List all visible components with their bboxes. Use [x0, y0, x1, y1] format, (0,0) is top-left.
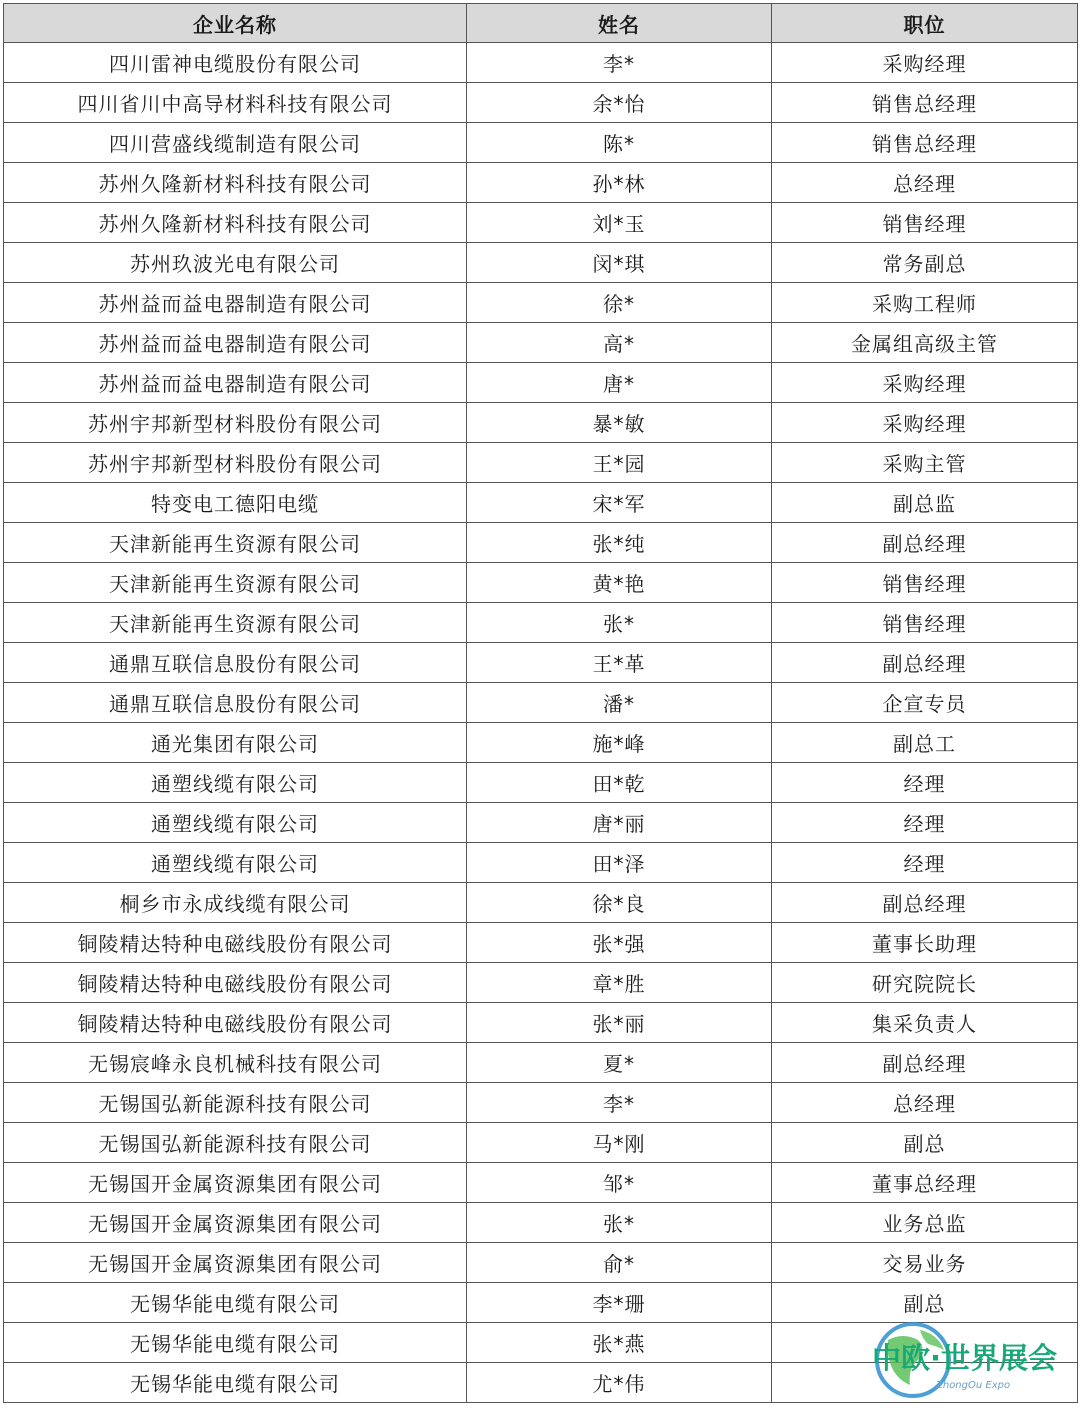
table-row — [4, 1003, 1078, 1043]
table-row — [4, 1083, 1078, 1123]
cell-position: 销售经理 — [772, 563, 1078, 603]
cell-name: 黄*艳 — [467, 563, 772, 603]
watermark-subtitle: ZhongOu Expo — [936, 1380, 1011, 1391]
cell-position: 采购主管 — [772, 443, 1078, 483]
cell-position: 金属组高级主管 — [772, 323, 1078, 363]
cell-company: 苏州久隆新材料科技有限公司 — [4, 203, 467, 243]
cell-company: 苏州宇邦新型材料股份有限公司 — [4, 403, 467, 443]
cell-position: 总经理 — [772, 163, 1078, 203]
cell-name: 孙*林 — [467, 163, 772, 203]
cell-position: 经理 — [772, 843, 1078, 883]
cell-name: 张*纯 — [467, 523, 772, 563]
table-row — [4, 1123, 1078, 1163]
cell-company: 天津新能再生资源有限公司 — [4, 563, 467, 603]
cell-name: 徐* — [467, 283, 772, 323]
cell-company: 苏州玖波光电有限公司 — [4, 243, 467, 283]
table-row — [4, 723, 1078, 763]
cell-name: 尤*伟 — [467, 1363, 772, 1403]
cell-position: 常务副总 — [772, 243, 1078, 283]
cell-position: 集采负责人 — [772, 1003, 1078, 1043]
cell-name: 田*乾 — [467, 763, 772, 803]
cell-company: 四川雷神电缆股份有限公司 — [4, 43, 467, 83]
table-row — [4, 643, 1078, 683]
cell-company: 铜陵精达特种电磁线股份有限公司 — [4, 923, 467, 963]
cell-position: 经理 — [772, 763, 1078, 803]
cell-name: 李* — [467, 1083, 772, 1123]
cell-position: 企宣专员 — [772, 683, 1078, 723]
zhongou-expo-watermark — [858, 1310, 1073, 1405]
cell-company: 通鼎互联信息股份有限公司 — [4, 683, 467, 723]
cell-position: 副总经理 — [772, 523, 1078, 563]
table-row — [4, 563, 1078, 603]
table-row — [4, 323, 1078, 363]
cell-position: 采购经理 — [772, 43, 1078, 83]
cell-name: 刘*玉 — [467, 203, 772, 243]
cell-company: 四川省川中高导材料科技有限公司 — [4, 83, 467, 123]
cell-company: 无锡国开金属资源集团有限公司 — [4, 1243, 467, 1283]
cell-company: 苏州益而益电器制造有限公司 — [4, 363, 467, 403]
cell-name: 张*强 — [467, 923, 772, 963]
cell-position: 销售经理 — [772, 603, 1078, 643]
cell-name: 张*燕 — [467, 1323, 772, 1363]
table-row — [4, 483, 1078, 523]
cell-company: 铜陵精达特种电磁线股份有限公司 — [4, 963, 467, 1003]
cell-name: 张* — [467, 603, 772, 643]
table-row — [4, 203, 1078, 243]
cell-company: 通塑线缆有限公司 — [4, 843, 467, 883]
cell-name: 暴*敏 — [467, 403, 772, 443]
header-company: 企业名称 — [4, 4, 467, 43]
table-row — [4, 83, 1078, 123]
table-row — [4, 883, 1078, 923]
cell-position: 董事总经理 — [772, 1163, 1078, 1203]
cell-name: 李*珊 — [467, 1283, 772, 1323]
cell-position: 采购经理 — [772, 403, 1078, 443]
table-row — [4, 523, 1078, 563]
cell-company: 苏州益而益电器制造有限公司 — [4, 283, 467, 323]
table-row — [4, 603, 1078, 643]
cell-company: 天津新能再生资源有限公司 — [4, 603, 467, 643]
cell-name: 施*峰 — [467, 723, 772, 763]
cell-name: 章*胜 — [467, 963, 772, 1003]
cell-name: 邹* — [467, 1163, 772, 1203]
cell-company: 无锡华能电缆有限公司 — [4, 1283, 467, 1323]
cell-position: 副总 — [772, 1283, 1078, 1323]
cell-position: 副总经理 — [772, 1043, 1078, 1083]
cell-position: 副总监 — [772, 483, 1078, 523]
cell-position: 销售总经理 — [772, 83, 1078, 123]
table-row — [4, 683, 1078, 723]
cell-name: 张*丽 — [467, 1003, 772, 1043]
header-position: 职位 — [772, 4, 1078, 43]
table-row — [4, 763, 1078, 803]
cell-company: 苏州益而益电器制造有限公司 — [4, 323, 467, 363]
cell-company: 桐乡市永成线缆有限公司 — [4, 883, 467, 923]
cell-company: 无锡国开金属资源集团有限公司 — [4, 1203, 467, 1243]
cell-name: 王*园 — [467, 443, 772, 483]
table-row — [4, 843, 1078, 883]
cell-company: 苏州宇邦新型材料股份有限公司 — [4, 443, 467, 483]
cell-name: 宋*军 — [467, 483, 772, 523]
cell-company: 无锡国弘新能源科技有限公司 — [4, 1083, 467, 1123]
cell-company: 无锡国弘新能源科技有限公司 — [4, 1123, 467, 1163]
cell-position: 董事长助理 — [772, 923, 1078, 963]
cell-name: 潘* — [467, 683, 772, 723]
header-name: 姓名 — [467, 4, 772, 43]
cell-company: 天津新能再生资源有限公司 — [4, 523, 467, 563]
cell-position: 交易业务 — [772, 1243, 1078, 1283]
table-row — [4, 1163, 1078, 1203]
cell-name: 李* — [467, 43, 772, 83]
cell-name: 陈* — [467, 123, 772, 163]
cell-position: 采购经理 — [772, 363, 1078, 403]
cell-name: 闵*琪 — [467, 243, 772, 283]
cell-company: 通塑线缆有限公司 — [4, 803, 467, 843]
cell-company: 通光集团有限公司 — [4, 723, 467, 763]
cell-company: 通塑线缆有限公司 — [4, 763, 467, 803]
cell-company: 无锡华能电缆有限公司 — [4, 1363, 467, 1403]
cell-company: 苏州久隆新材料科技有限公司 — [4, 163, 467, 203]
table-row — [4, 163, 1078, 203]
cell-company: 无锡华能电缆有限公司 — [4, 1323, 467, 1363]
table-row — [4, 1243, 1078, 1283]
cell-position: 副总经理 — [772, 643, 1078, 683]
cell-name: 俞* — [467, 1243, 772, 1283]
cell-position: 副总工 — [772, 723, 1078, 763]
cell-company: 通鼎互联信息股份有限公司 — [4, 643, 467, 683]
table-row — [4, 363, 1078, 403]
cell-position: 总经理 — [772, 1083, 1078, 1123]
table-row — [4, 123, 1078, 163]
cell-company: 无锡国开金属资源集团有限公司 — [4, 1163, 467, 1203]
table-row — [4, 283, 1078, 323]
table-row — [4, 963, 1078, 1003]
table-row — [4, 923, 1078, 963]
attendee-table — [3, 3, 1078, 1403]
cell-position: 业务总监 — [772, 1203, 1078, 1243]
cell-position: 销售经理 — [772, 203, 1078, 243]
cell-company: 特变电工德阳电缆 — [4, 483, 467, 523]
table-row — [4, 1043, 1078, 1083]
cell-position: 销售总经理 — [772, 123, 1078, 163]
cell-position: 经理 — [772, 803, 1078, 843]
cell-position: 副总 — [772, 1123, 1078, 1163]
cell-name: 夏* — [467, 1043, 772, 1083]
cell-name: 余*怡 — [467, 83, 772, 123]
watermark-title: 中欧·世界展会 — [872, 1341, 1058, 1375]
table-row — [4, 443, 1078, 483]
table-row — [4, 43, 1078, 83]
cell-name: 张* — [467, 1203, 772, 1243]
cell-name: 徐*良 — [467, 883, 772, 923]
cell-name: 唐*丽 — [467, 803, 772, 843]
cell-name: 唐* — [467, 363, 772, 403]
table-header-row — [4, 4, 1078, 43]
table-row — [4, 403, 1078, 443]
cell-company: 铜陵精达特种电磁线股份有限公司 — [4, 1003, 467, 1043]
cell-name: 王*革 — [467, 643, 772, 683]
table-row — [4, 243, 1078, 283]
cell-name: 马*刚 — [467, 1123, 772, 1163]
cell-position: 副总经理 — [772, 883, 1078, 923]
cell-position: 采购工程师 — [772, 283, 1078, 323]
cell-name: 高* — [467, 323, 772, 363]
cell-name: 田*泽 — [467, 843, 772, 883]
table-row — [4, 803, 1078, 843]
cell-company: 无锡宸峰永良机械科技有限公司 — [4, 1043, 467, 1083]
table-row — [4, 1203, 1078, 1243]
cell-position: 研究院院长 — [772, 963, 1078, 1003]
cell-company: 四川营盛线缆制造有限公司 — [4, 123, 467, 163]
